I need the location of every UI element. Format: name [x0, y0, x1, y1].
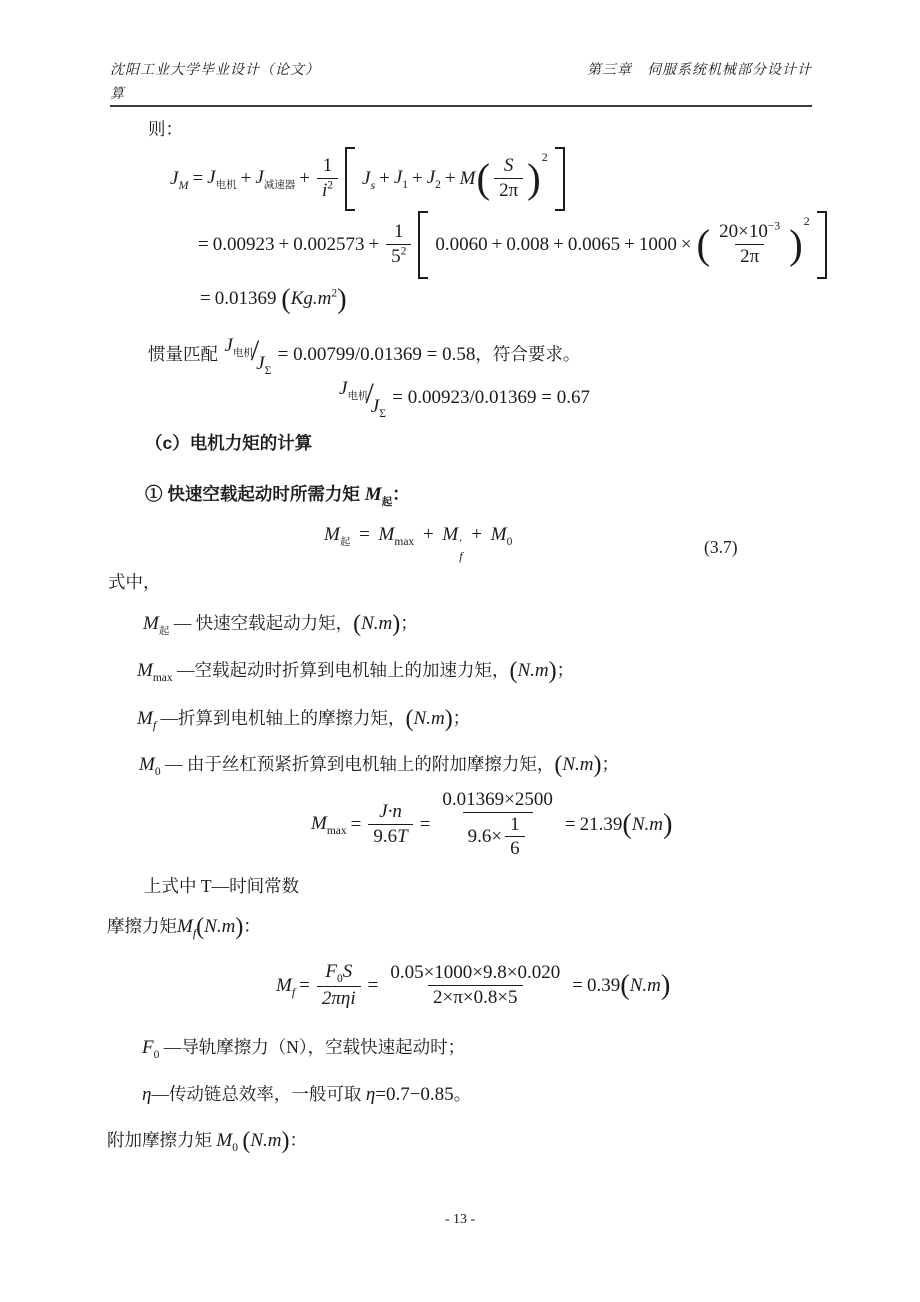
- math-var: J: [255, 166, 264, 188]
- formula-jm-line2: [194, 211, 829, 279]
- conclusion-text: ，符合要求。: [475, 344, 581, 364]
- math-sup: 2: [400, 245, 407, 258]
- inertia-match-line: [148, 332, 581, 377]
- math-var: J: [207, 166, 216, 188]
- friction-torque-label: [107, 915, 261, 940]
- paren-left: (: [622, 808, 632, 840]
- math-number: 9.6: [373, 826, 398, 847]
- result-value: 21.39: [579, 814, 623, 835]
- equals-sign: =: [359, 524, 370, 545]
- ratio-calculation: = 0.00923/0.01369 = 0.67: [392, 387, 591, 408]
- f0-definition: [142, 1036, 465, 1061]
- em-dash: —: [177, 660, 195, 680]
- math-sup: 2: [327, 179, 333, 192]
- colon: ：: [243, 916, 261, 936]
- definition-m-start: [143, 612, 418, 637]
- ratio-numerator: [224, 334, 253, 359]
- j-motor-symbol: [207, 167, 236, 191]
- math-number: 9.6×: [467, 826, 503, 847]
- unit-text: N.m: [413, 708, 445, 729]
- math-var: S: [342, 961, 353, 983]
- math-sub: f: [152, 717, 157, 732]
- unit-text: N.m: [361, 613, 393, 634]
- plus-sign: +: [299, 168, 310, 189]
- math-var: M: [442, 524, 459, 545]
- math-number: 0.008: [506, 234, 550, 255]
- math-sub: 0: [154, 765, 161, 778]
- fraction-numerator: 1: [510, 813, 520, 835]
- item-1-text: 快速空载起动时所需力矩: [167, 484, 360, 504]
- definition-text: 折算到电机轴上的摩擦力矩，: [178, 708, 406, 728]
- definition-m-f: [137, 707, 470, 732]
- inverse-ratio-fraction: [317, 155, 338, 203]
- equals-sign: =: [299, 975, 310, 996]
- j1-symbol: [394, 167, 408, 191]
- result-value: 0.39: [586, 975, 621, 996]
- equals-sign: =: [419, 814, 431, 835]
- plus-sign: +: [278, 234, 290, 255]
- math-number: 0.00923: [212, 234, 275, 255]
- equals-sign: =: [367, 975, 379, 996]
- big-bracket-right: [555, 147, 565, 211]
- em-dash: —: [173, 613, 192, 633]
- colon: ：: [392, 484, 410, 504]
- mass-symbol: M: [459, 168, 476, 189]
- semicolon: ；: [400, 613, 418, 633]
- ratio-numerator: [339, 377, 368, 402]
- formula-jm-line1: [170, 147, 567, 211]
- paren-left: (: [509, 658, 518, 684]
- math-var: M: [364, 484, 382, 505]
- inertia-ratio-line: [337, 375, 591, 420]
- em-dash: —: [160, 708, 179, 728]
- math-sub: f: [291, 984, 296, 999]
- fraction-denominator: 2×π×0.8×5: [428, 985, 523, 1010]
- math-var: M: [490, 524, 507, 545]
- unit-text: N.m: [631, 814, 663, 835]
- big-paren-right: ): [527, 156, 541, 202]
- math-var: M: [216, 1130, 233, 1151]
- paren-right: ): [444, 706, 453, 732]
- formula-intro-label: 式中，: [108, 572, 161, 592]
- math-sup: −3: [767, 220, 781, 233]
- ratio-denominator: [371, 395, 386, 420]
- big-bracket-right: [817, 211, 827, 279]
- j2-symbol: [427, 167, 441, 191]
- plus-sign: +: [379, 168, 390, 189]
- m-start-symbol: [143, 613, 170, 637]
- math-sub: s: [370, 177, 376, 192]
- page-number: - 13 -: [444, 1212, 476, 1227]
- unit-text: N.m: [562, 754, 594, 775]
- additional-friction-label: [107, 1129, 307, 1154]
- ratio-denominator: [256, 352, 271, 377]
- unit-text: N.m: [629, 975, 661, 996]
- big-paren-left: (: [696, 222, 711, 268]
- symbolic-fraction: [368, 801, 412, 849]
- fraction-denominator: [368, 824, 412, 849]
- equals-sign: =: [192, 168, 204, 189]
- paren-right: ): [337, 284, 347, 315]
- fraction-slash: /: [365, 377, 374, 410]
- plus-sign: +: [471, 524, 483, 545]
- math-sub: max: [394, 535, 415, 548]
- math-sub: Σ: [264, 364, 272, 377]
- result-value: 0.01369: [214, 288, 277, 309]
- unit-text: N.m: [517, 660, 549, 681]
- nested-fraction: [505, 814, 525, 862]
- math-var: M: [276, 974, 292, 996]
- paren-right: ): [663, 808, 673, 840]
- header-left-text: 沈阳工业大学毕业设计（论文）: [110, 63, 320, 78]
- math-var: M: [177, 916, 193, 937]
- header-overflow-text: 算: [110, 87, 125, 102]
- big-paren-right: ): [789, 222, 803, 268]
- equals-sign: =: [564, 814, 576, 835]
- eta-range-value: =0.7−0.85: [375, 1084, 454, 1105]
- plus-sign: +: [368, 234, 380, 255]
- fraction-denominator: 2π: [735, 244, 764, 269]
- eta-symbol: η: [142, 1084, 152, 1105]
- paren-left: (: [242, 1128, 251, 1154]
- big-bracket-left: [345, 147, 355, 211]
- math-var: M: [137, 708, 153, 729]
- paren-left: (: [405, 706, 414, 732]
- math-sub: 2: [435, 178, 441, 191]
- lead-value-fraction: [714, 221, 785, 269]
- plus-sign: +: [444, 168, 456, 189]
- m-start-symbol: [364, 484, 393, 508]
- colon: ：: [289, 1130, 307, 1150]
- math-var: J: [224, 335, 233, 356]
- fraction-numerator: 0.01369×2500: [442, 788, 553, 810]
- math-sub: 电机: [215, 179, 237, 191]
- big-bracket-left: [418, 211, 428, 279]
- math-number: 5: [391, 246, 401, 267]
- label-text: 附加摩擦力矩: [107, 1130, 212, 1150]
- fraction-numerator: [320, 961, 357, 985]
- unit-text: N.m: [250, 1130, 282, 1151]
- paren-left: (: [196, 914, 205, 940]
- then-label: 则：: [148, 119, 183, 139]
- math-sub: f: [459, 548, 463, 563]
- j-total-symbol: [170, 168, 188, 191]
- j-ratio-fraction: [224, 332, 272, 377]
- math-var: J: [339, 378, 348, 399]
- formula-mmax: [311, 789, 673, 861]
- paren-left: (: [281, 284, 291, 315]
- paren-right: ): [235, 914, 244, 940]
- inverse-ratio-fraction: [386, 221, 411, 269]
- m-0-symbol: [216, 1130, 238, 1154]
- paren-left: (: [554, 752, 563, 778]
- definition-text: 空载起动时折算到电机轴上的加速力矩，: [194, 660, 510, 680]
- math-var: M: [143, 613, 159, 634]
- plus-sign: +: [491, 234, 503, 255]
- equals-sign: =: [572, 975, 583, 996]
- math-sub: 起: [339, 536, 351, 548]
- equals-sign: =: [198, 234, 209, 255]
- math-var: M: [139, 754, 155, 775]
- paren-right: ): [392, 611, 401, 637]
- section-heading-c: （c）电机力矩的计算: [145, 433, 313, 453]
- fraction-denominator: [463, 812, 533, 862]
- math-var: J: [362, 167, 371, 189]
- definition-text: —传动链总效率，一般可取: [151, 1084, 362, 1104]
- j-reducer-symbol: [255, 167, 295, 191]
- math-sub: Σ: [379, 407, 386, 420]
- math-sub: M: [178, 177, 189, 192]
- m-max-symbol: [137, 660, 173, 684]
- semicolon: ；: [452, 708, 471, 728]
- math-var: F: [142, 1037, 154, 1058]
- m-f-symbol: [276, 975, 295, 998]
- math-sub: 起: [381, 496, 393, 508]
- formula-3-7: [324, 524, 512, 562]
- math-var: J: [393, 166, 403, 188]
- fraction-numerator: 0.05×1000×9.8×0.020: [390, 962, 561, 984]
- fraction-denominator: 2πηi: [317, 986, 361, 1011]
- math-var: J: [370, 396, 380, 417]
- math-number: 1000: [638, 234, 677, 255]
- times-sign: ×: [680, 234, 692, 255]
- math-var: M: [378, 524, 395, 545]
- math-sub: 0: [506, 535, 513, 548]
- math-sub: 0: [336, 973, 343, 986]
- fraction-slash: /: [250, 334, 260, 367]
- fraction-denominator: 2π: [494, 178, 523, 203]
- m-start-symbol: [324, 524, 350, 548]
- m-f-symbol: [177, 916, 197, 940]
- math-var: M: [311, 812, 327, 834]
- formula-jm-line3: [196, 284, 347, 315]
- circled-one-bullet: ①: [145, 484, 163, 504]
- math-var: J: [426, 166, 436, 188]
- fraction-denominator: 6: [505, 836, 525, 861]
- math-sub: f: [192, 925, 197, 940]
- eta-definition: [142, 1083, 471, 1107]
- math-sub: max: [152, 671, 173, 684]
- plus-sign: +: [553, 234, 564, 255]
- inertia-match-label: 惯量匹配: [148, 344, 218, 364]
- fraction-denominator: [386, 244, 411, 269]
- numeric-fraction: [437, 789, 557, 861]
- math-sub: 电机: [232, 347, 254, 359]
- item-1-heading: [145, 481, 410, 508]
- numeric-fraction: [385, 962, 565, 1010]
- math-var: F: [325, 961, 337, 983]
- paren-right: ): [660, 969, 671, 1001]
- eta-symbol: η: [365, 1084, 376, 1105]
- equals-sign: =: [350, 814, 362, 835]
- math-number: 20×10: [719, 221, 768, 243]
- math-sub: 0: [232, 1141, 238, 1154]
- math-number: 0.002573: [293, 234, 365, 255]
- fraction-numerator: [714, 221, 785, 244]
- header-right-text: 第三章 伺服系统机械部分设计计: [587, 63, 812, 78]
- math-var: M: [324, 524, 340, 545]
- definition-text: 由于丝杠预紧折算到电机轴上的附加摩擦力矩，: [186, 754, 555, 774]
- math-sub: max: [326, 824, 347, 837]
- m-0-symbol: [491, 524, 513, 548]
- fraction-numerator: 1: [394, 221, 404, 243]
- definition-text: —导轨摩擦力（N），空载快速起动时；: [163, 1037, 466, 1057]
- fraction-numerator: J·n: [379, 801, 402, 823]
- period: 。: [453, 1084, 472, 1104]
- fraction-numerator: S: [503, 155, 514, 177]
- math-var: J: [170, 167, 179, 189]
- ratio-calculation: = 0.00799/0.01369 = 0.58: [277, 344, 476, 365]
- symbolic-fraction: [317, 961, 361, 1010]
- squared-exponent: 2: [541, 150, 548, 164]
- m-max-symbol: [311, 813, 347, 837]
- paren-right: ): [281, 1128, 290, 1154]
- formula-mf: [276, 958, 670, 1014]
- plus-sign: +: [240, 168, 252, 189]
- lead-fraction: [494, 155, 523, 203]
- definition-text: 快速空载起动力矩，: [195, 613, 354, 633]
- plus-sign: +: [422, 524, 434, 545]
- time-constant-note: 上式中 T—时间常数: [144, 876, 300, 896]
- m-f-prime-symbol: [442, 524, 462, 562]
- math-number: 0.0060: [435, 234, 488, 255]
- semicolon: ；: [601, 754, 619, 774]
- m-f-symbol: [137, 708, 157, 732]
- math-var: T: [397, 826, 408, 847]
- em-dash: —: [164, 754, 183, 774]
- header-rule: [110, 105, 812, 107]
- math-var: J: [256, 353, 265, 374]
- definition-m-max: [137, 659, 574, 684]
- plus-sign: +: [624, 234, 635, 255]
- f0-symbol: [142, 1037, 160, 1061]
- math-sub: 1: [402, 178, 409, 191]
- definition-m-0: [139, 753, 619, 778]
- j-screw-symbol: [362, 168, 375, 191]
- squared-exponent: 2: [803, 214, 810, 228]
- plus-sign: +: [412, 168, 423, 189]
- j-ratio-fraction: [339, 375, 386, 420]
- paren-left: (: [620, 969, 630, 1001]
- math-sup: 2: [331, 287, 338, 300]
- paren-right: ): [593, 752, 602, 778]
- math-sub: 减速器: [263, 179, 296, 191]
- paren-right: ): [548, 658, 557, 684]
- math-sub: 起: [158, 625, 170, 637]
- math-var: i: [321, 180, 328, 201]
- m-0-symbol: [139, 754, 161, 778]
- m-max-symbol: [379, 524, 415, 548]
- big-paren-left: (: [476, 156, 491, 202]
- header-row: [110, 59, 812, 83]
- fraction-numerator: 1: [322, 155, 333, 177]
- equation-number: (3.7): [704, 537, 738, 557]
- label-text: 摩擦力矩: [107, 916, 177, 936]
- paren-left: (: [353, 611, 362, 637]
- math-sub: 电机: [347, 390, 369, 402]
- page-header: [110, 59, 812, 107]
- math-var: M: [137, 660, 153, 681]
- semicolon: ；: [556, 660, 575, 680]
- math-sub: 0: [153, 1048, 160, 1061]
- fraction-denominator: [317, 178, 338, 203]
- unit-text: N.m: [204, 916, 236, 937]
- prime-sub-stack: [459, 537, 462, 562]
- equals-sign: =: [200, 288, 211, 309]
- unit-text: Kg.m: [290, 288, 332, 309]
- math-number: 0.0065: [567, 234, 621, 255]
- prime-mark: ′: [459, 536, 462, 550]
